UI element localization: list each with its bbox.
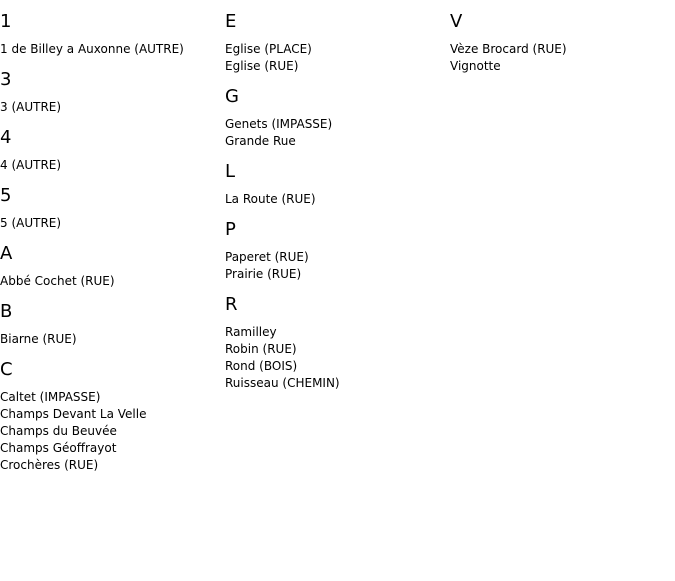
street-link[interactable]: Champs Géoffrayot <box>0 441 117 455</box>
street-link[interactable]: Abbé Cochet (RUE) <box>0 274 115 288</box>
letter-group-r <box>225 294 445 392</box>
street-link[interactable]: Eglise (RUE) <box>225 59 299 73</box>
letter-heading: C <box>0 359 13 380</box>
letter-group-l <box>225 161 445 208</box>
street-index-column-2 <box>225 0 445 400</box>
street-index-column-1 <box>0 0 220 482</box>
street-link[interactable]: Eglise (PLACE) <box>225 42 312 56</box>
street-link[interactable]: Robin (RUE) <box>225 342 297 356</box>
street-link[interactable]: 3 (AUTRE) <box>0 100 62 114</box>
street-link[interactable]: 5 (AUTRE) <box>0 216 62 230</box>
street-link[interactable]: Champs du Beuvée <box>0 424 117 438</box>
street-link[interactable]: Crochères (RUE) <box>0 458 99 472</box>
letter-group-5 <box>0 185 220 232</box>
letter-heading: G <box>225 86 239 107</box>
street-link[interactable]: Champs Devant La Velle <box>0 407 147 421</box>
letter-group-3 <box>0 69 220 116</box>
letter-group-4 <box>0 127 220 174</box>
letter-heading: L <box>225 161 236 182</box>
letter-heading: 1 <box>0 11 12 32</box>
letter-group-a <box>0 243 220 290</box>
letter-heading: 4 <box>0 127 12 148</box>
letter-heading: B <box>0 301 13 322</box>
street-link[interactable]: Caltet (IMPASSE) <box>0 390 101 404</box>
street-link[interactable]: Prairie (RUE) <box>225 267 302 281</box>
street-link[interactable]: 1 de Billey a Auxonne (AUTRE) <box>0 42 184 56</box>
letter-group-e <box>225 11 445 75</box>
letter-group-v <box>450 11 670 75</box>
letter-heading: A <box>0 243 13 264</box>
street-link[interactable]: Vignotte <box>450 59 501 73</box>
street-link[interactable]: Ramilley <box>225 325 277 339</box>
street-link[interactable]: Genets (IMPASSE) <box>225 117 333 131</box>
letter-group-p <box>225 219 445 283</box>
letter-group-b <box>0 301 220 348</box>
street-link[interactable]: 4 (AUTRE) <box>0 158 62 172</box>
letter-group-c <box>0 359 220 474</box>
letter-heading: 5 <box>0 185 12 206</box>
letter-heading: 3 <box>0 69 12 90</box>
street-link[interactable]: Biarne (RUE) <box>0 332 77 346</box>
street-link[interactable]: Paperet (RUE) <box>225 250 309 264</box>
letter-group-g <box>225 86 445 150</box>
street-index-column-3 <box>450 0 670 83</box>
street-link[interactable]: Vèze Brocard (RUE) <box>450 42 567 56</box>
letter-heading: E <box>225 11 237 32</box>
street-link[interactable]: Ruisseau (CHEMIN) <box>225 376 340 390</box>
street-link[interactable]: Grande Rue <box>225 134 296 148</box>
street-link[interactable]: Rond (BOIS) <box>225 359 298 373</box>
letter-heading: V <box>450 11 463 32</box>
letter-heading: P <box>225 219 236 240</box>
letter-group-1 <box>0 11 220 58</box>
street-link[interactable]: La Route (RUE) <box>225 192 316 206</box>
letter-heading: R <box>225 294 238 315</box>
